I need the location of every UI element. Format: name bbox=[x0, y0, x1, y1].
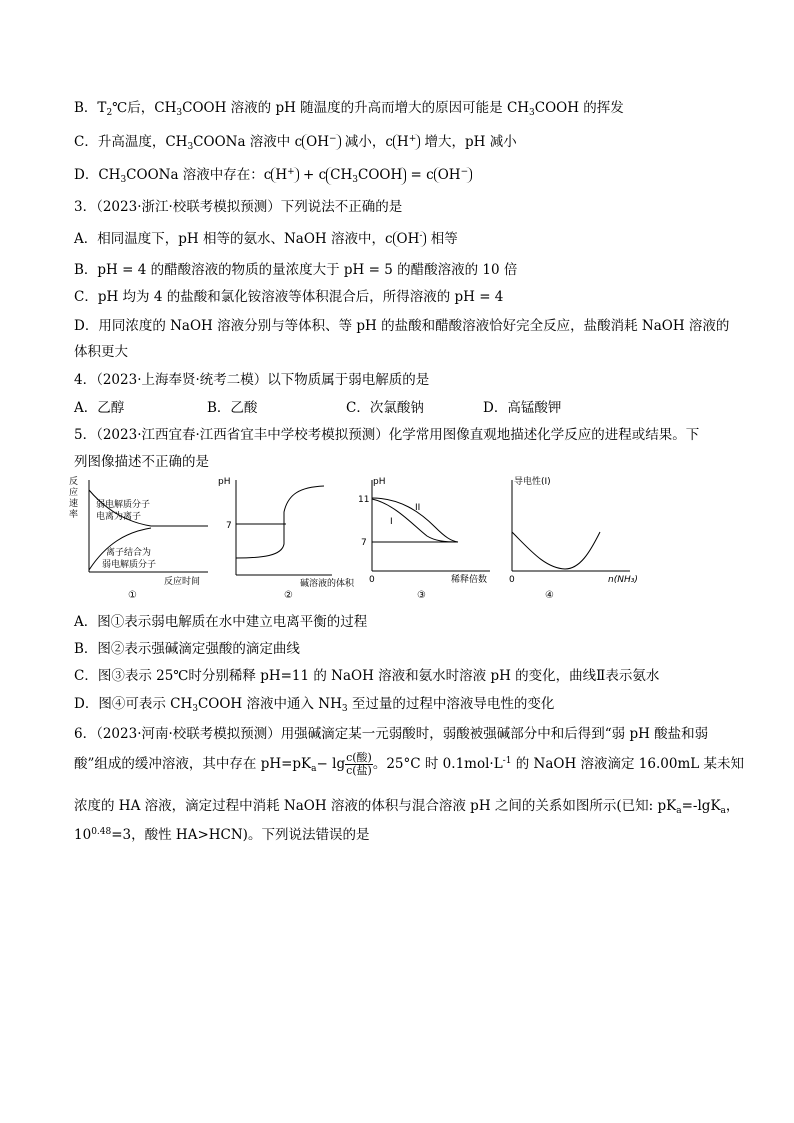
fig2-ylabel: pH bbox=[218, 477, 231, 487]
fig2-titration-curve bbox=[236, 486, 324, 558]
fig3-tick-7: 7 bbox=[361, 538, 367, 548]
fig2-number: ② bbox=[284, 590, 293, 601]
fig1-label-bottom-1: 离子结合为 bbox=[106, 548, 152, 558]
fig3-number: ③ bbox=[417, 590, 426, 601]
q2-option-c: C．升高温度，$CH_3COONa$ 溶液中 c OH− 减小，c H+ 增大，pH 减小 bbox=[74, 134, 517, 152]
fig3-xlabel: 稀释倍数 bbox=[451, 575, 488, 585]
fig3-curve-i-label: I bbox=[390, 517, 393, 527]
fig4-ylabel: 导电性(I) bbox=[514, 477, 551, 487]
fig3-curve-ii-label: II bbox=[415, 503, 421, 513]
figure-4-conductivity bbox=[500, 472, 650, 602]
fig1-label-top-2: 电离为离子 bbox=[96, 512, 142, 522]
q6-line4: $10^{0.48}=3$，酸性 HA>HCN)。下列说法错误的是 bbox=[74, 827, 370, 843]
fig1-label-bottom-2: 弱电解质分子 bbox=[102, 560, 157, 570]
fig3-ylabel: pH bbox=[373, 477, 386, 487]
fig1-xlabel: 反应时间 bbox=[164, 577, 201, 587]
q4-options bbox=[74, 396, 561, 416]
fig4-xlabel: n(NH₃) bbox=[608, 575, 638, 585]
q3-stem: 3．（2023·浙江·校联考模拟预测）下列说法不正确的是 bbox=[74, 199, 403, 215]
q5-stem-line1: 5．（2023·江西宜春·江西省宜丰中学校考模拟预测）化学常用图像直观地描述化学反应的进程或结果。下 bbox=[74, 427, 700, 443]
figure-2-titration bbox=[212, 472, 362, 602]
figure-3-dilution bbox=[355, 472, 495, 602]
q6-line3: 浓度的 HA 溶液，滴定过程中消耗 NaOH 溶液的体积与混合溶液 pH 之间的关系如图所示(已知: $pK_a=-\lg K_a$， bbox=[74, 798, 740, 816]
q5-option-c: C．图③表示 25℃时分别稀释 pH=11 的 NaOH 溶液和氨水时溶液 pH 的变化，曲线Ⅱ表示氨水 bbox=[74, 668, 660, 684]
q3-option-c: C．pH 均为 4 的盐酸和氯化铵溶液等体积混合后，所得溶液的 pH = 4 bbox=[74, 289, 504, 305]
fig1-label-top-1: 弱电解质分子 bbox=[96, 500, 151, 510]
q3-option-b: B．pH = 4 的醋酸溶液的物质的量浓度大于 pH = 5 的醋酸溶液的 10 倍 bbox=[74, 262, 518, 278]
q5-stem-line2: 列图像描述不正确的是 bbox=[74, 454, 209, 470]
fig3-tick-11: 11 bbox=[358, 495, 370, 505]
q4-option-d: D．高锰酸钾 bbox=[483, 400, 562, 416]
q5-option-a: A．图①表示弱电解质在水中建立电离平衡的过程 bbox=[74, 614, 368, 630]
fig1-ylabel-3: 速 bbox=[69, 499, 79, 509]
q4-stem: 4．（2023·上海奉贤·统考二模）以下物质属于弱电解质的是 bbox=[74, 372, 430, 388]
fig4-number: ④ bbox=[545, 590, 554, 601]
q6-line1: 6．（2023·河南·校联考模拟预测）用强碱滴定某一元弱酸时，弱酸被强碱部分中和后得到“弱 pH 酸盐和弱 bbox=[74, 726, 709, 742]
fig4-conductivity-curve bbox=[512, 532, 600, 569]
fig4-origin: 0 bbox=[509, 575, 515, 585]
fig1-ylabel-4: 率 bbox=[69, 510, 79, 520]
q5-option-b: B．图②表示强碱滴定强酸的滴定曲线 bbox=[74, 641, 300, 657]
q6-fraction: $\frac{\text{c(酸)}}{\text{c(盐)}}$ bbox=[346, 751, 372, 777]
fig1-ylabel-2: 应 bbox=[69, 488, 79, 498]
q3-option-d-line1: D．用同浓度的 NaOH 溶液分别与等体积、等 pH 的盐酸和醋酸溶液恰好完全反应，盐酸消耗 NaOH 溶液的 bbox=[74, 318, 730, 334]
q4-option-b: B．乙酸 bbox=[207, 400, 258, 416]
q6-line2: 酸”组成的缓冲溶液，其中存在 $pH=pK_a- \lg$ $\frac{\text{c(酸)}}{\text{c(盐)}}$ 。25°C 时 $0.1mol\cdot L^{-1}$ 的 NaOH 溶液滴定 16.00mL 某未知 bbox=[74, 751, 745, 777]
q5-option-d: D．图④可表示 $CH_3COOH$ 溶液中通入 $NH_3$ 至过量的过程中溶液导电性的变化 bbox=[74, 696, 555, 714]
fig2-xlabel: 碱溶液的体积 bbox=[300, 579, 355, 589]
q3-option-d-line2: 体积更大 bbox=[74, 344, 128, 360]
q4-option-c: C．次氯酸钠 bbox=[346, 400, 424, 416]
q4-option-a: A．乙醇 bbox=[74, 400, 125, 416]
q2-option-d: D．$CH_3COONa$ 溶液中存在：c H+ + c $CH_3COOH = c$ OH− bbox=[74, 163, 472, 185]
figure-1-rate-time bbox=[66, 472, 211, 602]
fig1-ylabel-1: 反 bbox=[69, 477, 79, 487]
q2-option-b: B．$T_2℃$后，$CH_3COOH$ 溶液的 pH 随温度的升高而增大的原因可能是 $CH_3COOH$ 的挥发 bbox=[74, 100, 624, 118]
fig3-origin: 0 bbox=[369, 575, 375, 585]
fig2-tick-7: 7 bbox=[226, 521, 232, 531]
q3-option-a: A．相同温度下，pH 相等的氨水、NaOH 溶液中，c OH- 相等 bbox=[74, 231, 458, 247]
fig1-number: ① bbox=[128, 590, 137, 601]
